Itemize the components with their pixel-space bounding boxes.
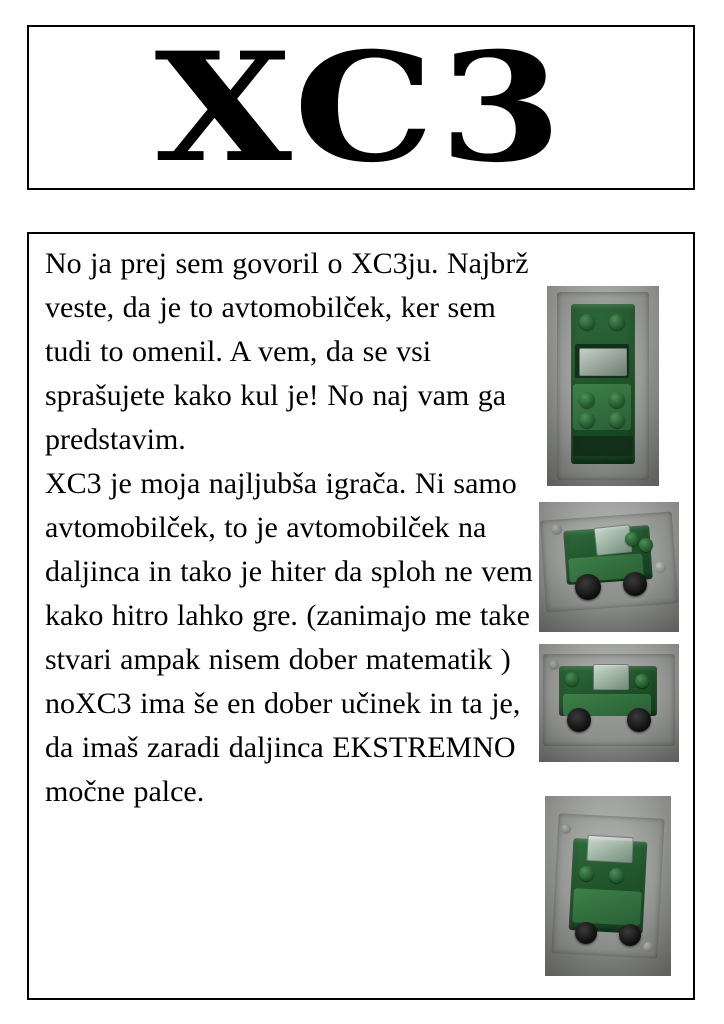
page-title: XC3 (154, 25, 568, 190)
paragraph-2: XC3 je moja najljubša igrača. Ni samo avtomobilček, to je avtomobilček na daljinca in tako je hiter da sploh ne vem kako hitro lahko gre. (zanimajo me take stvari ampak nisem dober matematik ) noXC3 ima še en dober učinek in ta je, da imaš zaradi daljinca EKSTREMNO močne palce. (45, 467, 533, 808)
title-box (27, 25, 695, 190)
photo-lego-car-rear-angle (545, 796, 671, 976)
body-box (27, 232, 695, 1000)
photo-lego-car-angled-front (539, 502, 679, 632)
text-column (45, 242, 545, 814)
paragraph-1: No ja prej sem govoril o XC3ju. Najbrž veste, da je to avtomobilček, ker sem tudi to omenil. A vem, da se vsi sprašujete kako kul je! No naj vam ga predstavim. (45, 247, 529, 456)
photo-lego-car-top-view (547, 286, 659, 486)
photo-lego-car-side (539, 644, 679, 762)
photo-column (539, 234, 687, 998)
